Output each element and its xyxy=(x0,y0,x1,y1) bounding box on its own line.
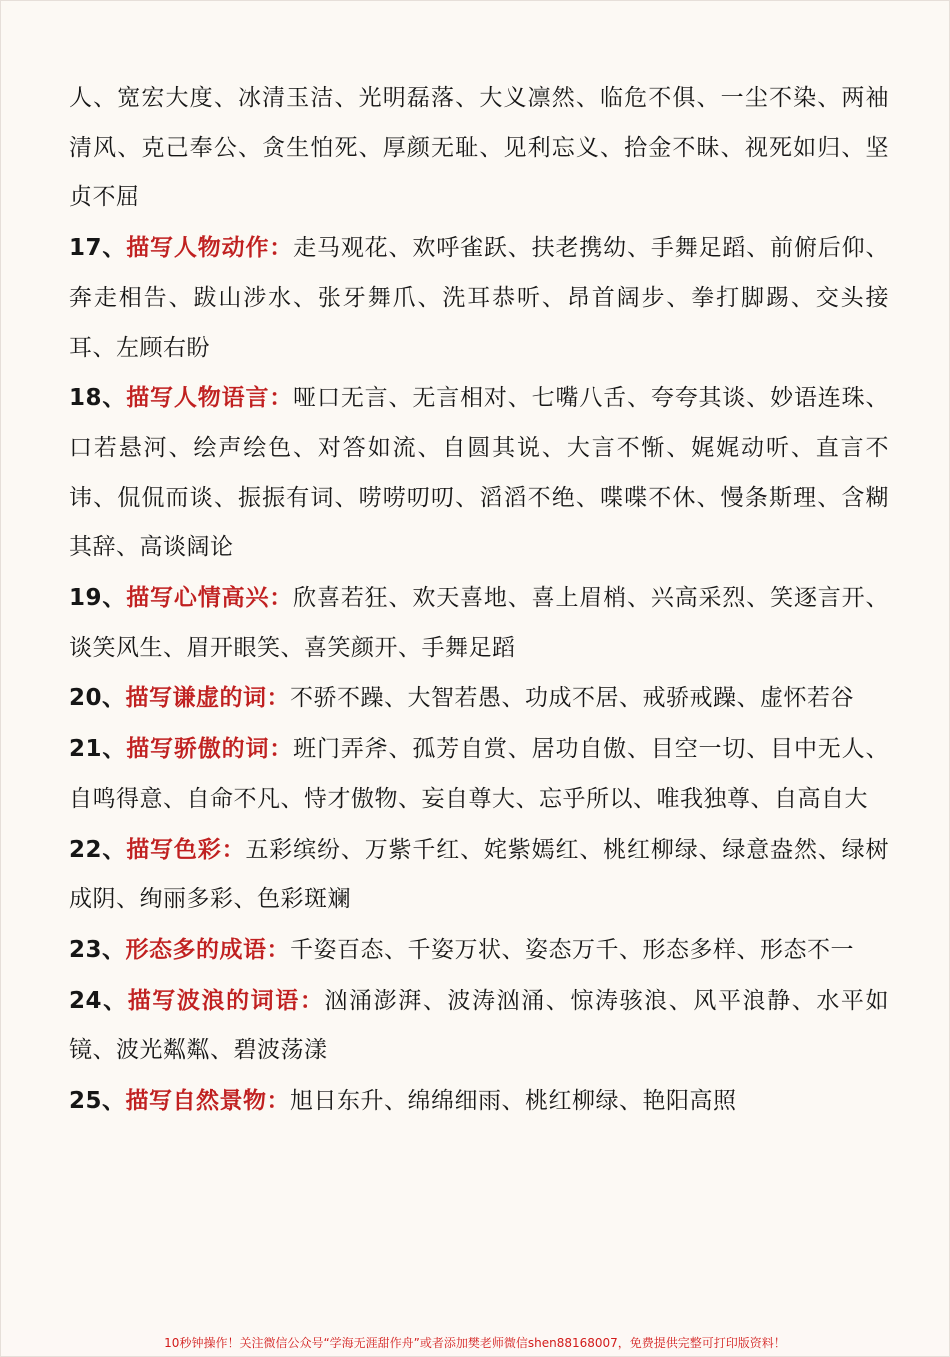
section-text: 五彩缤纷、万紫千红、姹紫嫣红、桃红柳绿、绿意盎然、绿树成阴、绚丽多彩、色彩斑斓 xyxy=(69,836,890,913)
section-22 xyxy=(69,825,889,925)
section-number: 24、 xyxy=(69,987,128,1014)
idiom-list xyxy=(69,74,889,1127)
section-number: 19、 xyxy=(69,585,127,612)
section-heading: 描写波浪的词语： xyxy=(127,986,325,1014)
section-text: 旭日东升、绵绵细雨、桃红柳绿、艳阳高照 xyxy=(290,1088,737,1115)
section-18 xyxy=(69,373,889,573)
section-heading: 描写人物动作： xyxy=(126,234,294,262)
section-number: 21、 xyxy=(69,736,127,763)
section-heading: 描写谦虚的词： xyxy=(125,684,291,712)
section-19 xyxy=(69,573,889,673)
section-17 xyxy=(69,223,889,373)
section-20 xyxy=(69,673,889,724)
section-23 xyxy=(69,925,889,976)
section-21 xyxy=(69,724,889,824)
section-text: 班门弄斧、孤芳自赏、居功自傲、目空一切、目中无人、自鸣得意、自命不凡、恃才傲物、妄自尊大、忘乎所以、唯我独尊、自高自大 xyxy=(69,736,889,812)
section-text: 哑口无言、无言相对、七嘴八舌、夸夸其谈、妙语连珠、口若悬河、绘声绘色、对答如流、自圆其说、大言不惭、娓娓动听、直言不讳、侃侃而谈、振振有词、唠唠叨叨、滔滔不绝、喋喋不休、慢条斯理、含糊其辞、高谈阔论 xyxy=(69,385,889,561)
section-24 xyxy=(69,976,889,1076)
section-heading: 描写自然景物： xyxy=(125,1087,291,1115)
section-heading: 形态多的成语： xyxy=(125,935,291,963)
section-text: 欣喜若狂、欢天喜地、喜上眉梢、兴高采烈、笑逐言开、谈笑风生、眉开眼笑、喜笑颜开、手舞足蹈 xyxy=(69,585,889,661)
section-number: 25、 xyxy=(69,1088,126,1115)
section-text: 千姿百态、千姿万状、姿态万千、形态多样、形态不一 xyxy=(290,936,855,963)
intro-paragraph: 人、宽宏大度、冰清玉洁、光明磊落、大义凛然、临危不俱、一尘不染、两袖清风、克己奉公、贪生怕死、厚颜无耻、见利忘义、拾金不昧、视死如归、坚贞不屈 xyxy=(69,85,889,211)
section-text: 汹涌澎湃、波涛汹涌、惊涛骇浪、风平浪静、水平如镜、波光粼粼、碧波荡漾 xyxy=(69,987,890,1064)
section-text: 不骄不躁、大智若愚、功成不居、戒骄戒躁、虚怀若谷 xyxy=(290,685,855,712)
section-25 xyxy=(69,1076,889,1127)
section-number: 22、 xyxy=(69,836,127,863)
section-text: 走马观花、欢呼雀跃、扶老携幼、手舞足蹈、前俯后仰、奔走相告、跋山涉水、张牙舞爪、洗耳恭听、昂首阔步、拳打脚踢、交头接耳、左顾右盼 xyxy=(69,235,889,361)
section-heading: 描写心情高兴： xyxy=(126,584,294,612)
section-number: 17、 xyxy=(69,235,127,262)
section-heading: 描写骄傲的词： xyxy=(126,735,294,763)
section-heading: 描写人物语言： xyxy=(126,384,294,412)
promo-footer: 10秒钟操作！关注微信公众号“学海无涯甜作舟”或者添加樊老师微信shen88168007，免费提供完整可打印版资料！ xyxy=(1,1330,949,1356)
section-number: 23、 xyxy=(69,936,126,963)
section-number: 18、 xyxy=(69,385,127,412)
section-number: 20、 xyxy=(69,685,126,712)
section-heading: 描写色彩： xyxy=(126,835,246,863)
